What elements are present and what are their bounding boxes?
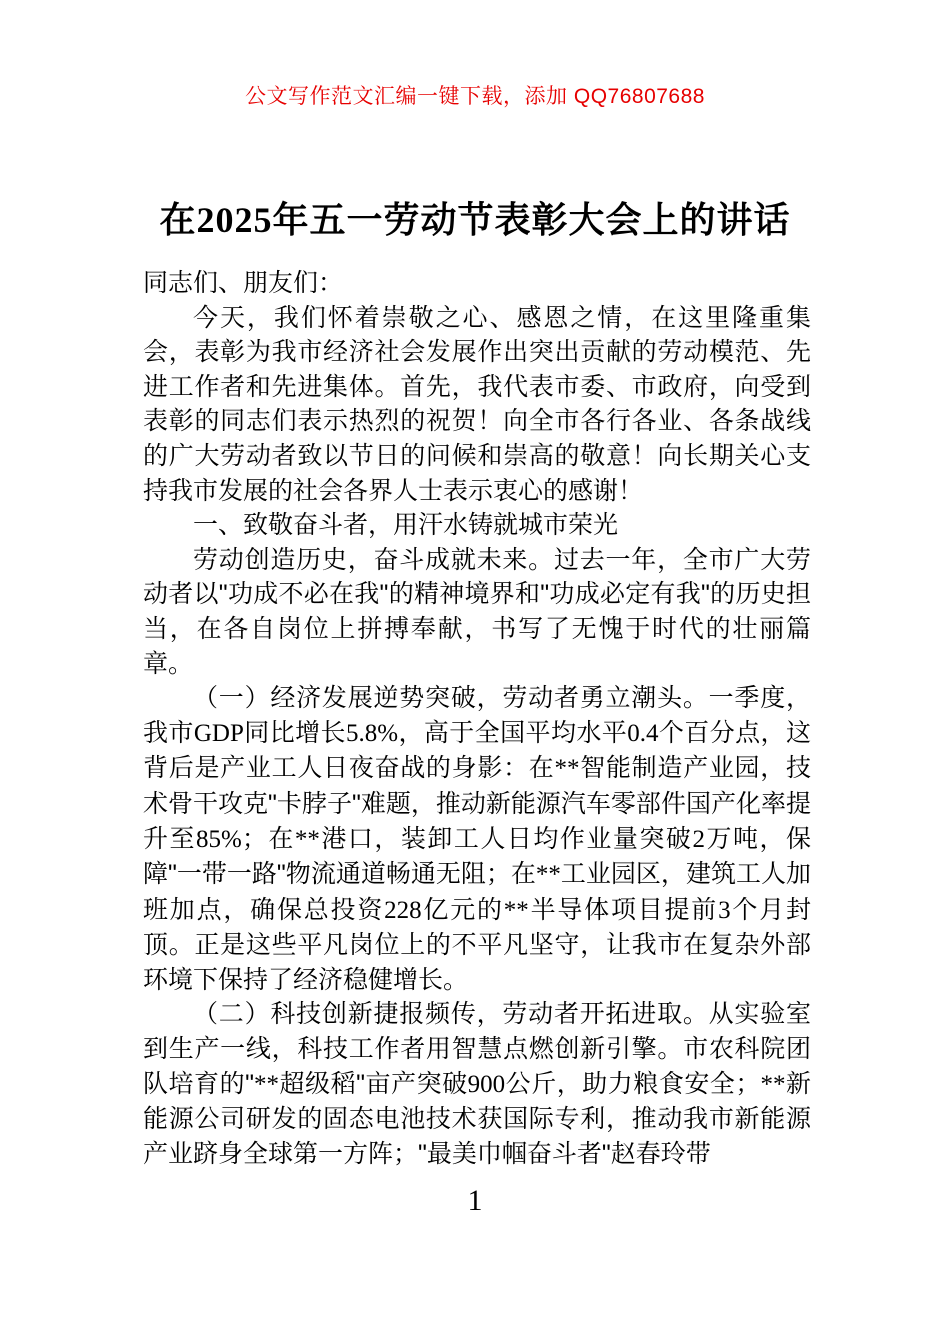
body-paragraph: 今天，我们怀着崇敬之心、感恩之情，在这里隆重集会，表彰为我市经济社会发展作出突出贡献的劳动模范、先进工作者和先进集体。首先，我代表市委、市政府，向受到表彰的同志们表示热烈的祝贺！向全市各行各业、各条战线的广大劳动者致以节日的问候和崇高的敬意！向长期关心支持我市发展的社会各界人士表示衷心的感谢！ xyxy=(143,303,811,505)
header-notice: 公文写作范文汇编一键下载，添加 QQ76807688 xyxy=(245,85,705,108)
document-body xyxy=(143,266,811,1171)
body-paragraph: 劳动创造历史，奋斗成就未来。过去一年，全市广大劳动者以"功成不必在我"的精神境界和"功成必定有我"的历史担当，在各自岗位上拼搏奉献，书写了无愧于时代的壮丽篇章。 xyxy=(143,545,811,678)
salutation: 同志们、朋友们： xyxy=(143,269,344,297)
body-paragraph: （一）经济发展逆势突破，劳动者勇立潮头。一季度，我市GDP同比增长5.8%，高于全国平均水平0.4个百分点，这背后是产业工人日夜奋战的身影：在**智能制造产业园，技术骨干攻克"卡脖子"难题，推动新能源汽车零部件国产化率提升至85%；在**港口，装卸工人日均作业量突破2万吨，保障"一带一路"物流通道畅通无阻；在**工业园区，建筑工人加班加点，确保总投资228亿元的**半导体项目提前3个月封顶。正是这些平凡岗位上的不平凡坚守，让我市在复杂外部环境下保持了经济稳健增长。 xyxy=(143,684,811,994)
page-number: 1 xyxy=(467,1184,483,1217)
body-paragraph: （二）科技创新捷报频传，劳动者开拓进取。从实验室到生产一线，科技工作者用智慧点燃创新引擎。市农科院团队培育的"**超级稻"亩产突破900公斤，助力粮食安全；**新能源公司研发的固态电池技术获国际专利，推动我市新能源产业跻身全球第一方阵；"最美巾帼奋斗者"赵春玲带 xyxy=(143,1000,811,1168)
section-heading: 一、致敬奋斗者，用汗水铸就城市荣光 xyxy=(193,511,619,540)
page-title: 在2025年五一劳动节表彰大会上的讲话 xyxy=(159,199,791,241)
